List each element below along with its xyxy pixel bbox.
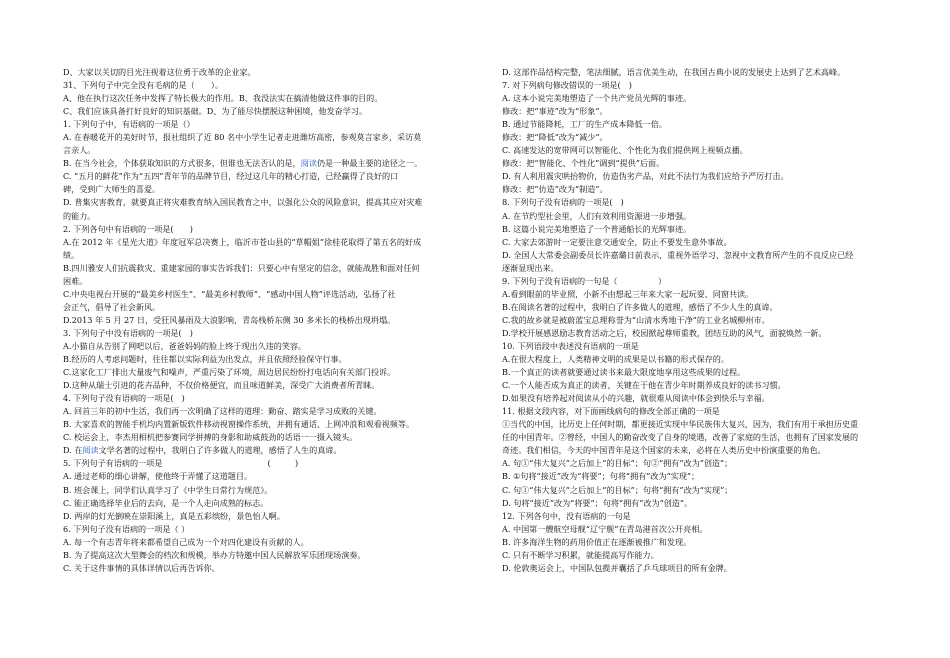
- left-line: 1. 下列句子中，有语病的一项是（）: [63, 119, 195, 130]
- right-line: A. 中国第一艘航空母舰“辽宁舰”在青岛港首次公开亮相。: [502, 523, 708, 534]
- right-line: A.看到眼前的毕业照，小新不由想起三年来大家一起玩耍、同窗共读。: [502, 288, 754, 299]
- right-line: D.学校开展感恩励志教育活动之后，校园掀起尊师重教，团结互助的风气，面貌焕然一新。: [502, 327, 827, 338]
- left-line: C.这家化工厂排出大量废气和噪声，严重污染了环境，周边居民纷纷打电话向有关部门投诉。: [63, 367, 396, 378]
- left-line: B. 为了提高这次大型舞会的档次和规模，举办方特邀中国人民解放军乐团现场演奏。: [63, 549, 366, 560]
- left-line: 碑，受到广大师生的喜爱。: [63, 184, 161, 195]
- right-line: B. 这篇小说完美地塑造了一个普通船长的光辉事迹。: [502, 223, 692, 234]
- left-line: B. 班会课上，同学们认真学习了《中学生日常行为规范》。: [63, 484, 273, 495]
- left-line: C. “五月的鲜花”作为“五四”青年节的品牌节目，经过这几年的精心打造，已经赢得了良好的口: [63, 171, 399, 182]
- right-line: A. 这本小说完美地塑造了一个共产党员光辉的事迹。: [502, 93, 692, 104]
- left-line: C.中央电视台开展的“最美乡村医生”、“最美乡村教师”、“感动中国人物”评选活动，弘扬了社: [63, 288, 396, 299]
- right-line: B.在阅读名著的过程中，我明白了许多做人的道理，感悟了不少人生的真谛。: [502, 301, 778, 312]
- right-line: D. 这部作品结构完整，笔法细腻，语言优美生动，在我国古典小说的发展史上达到了艺术高峰。: [502, 67, 846, 77]
- right-line: 修改：把“事迹”改为“形象”。: [502, 106, 608, 117]
- right-line: A. 句①“伟大复兴”之后加上“的目标”；句②“拥有”改为“创造”；: [502, 458, 733, 469]
- right-line: D. 有人利用震灾哄抬物价，仿造伪劣产品，对此不法行为我们应给予严厉打击。: [502, 171, 789, 182]
- left-line: A. 在春暖花开的美好时节，报社组织了近 80 名中小学生记者走进潍坊高密，参观莫言家乡，采访莫: [63, 132, 422, 143]
- left-line: C. 校运会上，李杰用相机把参赛同学拼搏的身影和助威鼓劲的话语一一摄入镜头。: [63, 432, 358, 443]
- right-column: [502, 66, 900, 575]
- right-line: 修改：把“降低”改为“减少”。: [502, 132, 608, 143]
- left-line: 31、下列句子中完全没有毛病的是（ ）。: [63, 80, 224, 91]
- left-line: D、大家以关切的目光注视着这位勇于改革的企业家。: [63, 67, 256, 77]
- left-line: A、他在执行这次任务中发挥了特长极大的作用。B、我没法实在搞清他做这件事的目的。: [63, 93, 383, 104]
- left-line: 的能力。: [63, 210, 96, 221]
- left-line: B.四川雅安人们抗震救灾、重建家园的事实告诉我们：只要心中有坚定的信念，就能战胜和面对任何: [63, 262, 420, 273]
- right-line: D. 全国人大常委会副委员长许嘉璐日前表示，重视外语学习、忽视中文教育所产生的不良反应已经: [502, 249, 854, 260]
- right-line: B. ①句将“接近”改为“将要”；句将“拥有”改为“实现”；: [502, 471, 700, 482]
- right-line: 12. 下列各句中，没有语病的一句是: [502, 510, 631, 521]
- left-line: C、我们应该具备打好良好的知识基础。D、为了能尽快摆脱这种困境，他发奋学习。: [63, 106, 368, 117]
- right-line: D.如果没有培养起对阅读从小的兴趣，就很难从阅读中体会到快乐与幸福。: [502, 393, 770, 404]
- left-line: D. 在阅读文学名著的过程中，我明白了许多做人的道理，感悟了人生的真谛。: [63, 445, 342, 456]
- right-line: 任的中国青年。②曾经，中国人的勤奋改变了自身的境遇，改善了家庭的生活，也拥有了国家发展的: [502, 432, 859, 443]
- left-line: 会正气，倡导了社会新风。: [63, 301, 161, 312]
- right-line: B. 通过节能降耗，工厂的生产成本降低一倍。: [502, 119, 667, 130]
- right-line: D. 句将“接近”改为“将要”；句将“拥有”改为“创造”。: [502, 497, 693, 508]
- reading-link[interactable]: 阅读: [82, 445, 99, 456]
- left-line: B. 大家喜欢的智能手机均内置新版软件移动视窗操作系统，并拥有通话、上网冲浪和观看视频等。: [63, 419, 415, 430]
- left-line: 3. 下列句子中没有语病的一项是( ): [63, 327, 193, 338]
- right-line: C.我的故乡就是被蔚蓝宝总理称誉为“山清水秀地干净”的工业名城柳州市。: [502, 314, 770, 325]
- right-line: 9. 下列句子没有语病的一句是（ ）: [502, 275, 667, 286]
- right-line: C. 句①“伟大复兴”之后加上“的目标”；句将“拥有”改为“实现”；: [502, 484, 733, 495]
- left-column: [63, 66, 468, 575]
- right-line: A.在很大程度上，人类精神文明的成果是以书籍的形式保存的。: [502, 354, 729, 365]
- left-line: 2. 下列各句中有语病的一项是( ): [63, 223, 193, 234]
- left-line: A. 每一个有志青年将来都希望自己成为一个对四化建设有贡献的人。: [63, 536, 309, 547]
- right-line: B. 许多海洋生物的药用价值正在逐渐被推广和发现。: [502, 536, 692, 547]
- right-line: 7. 对下列病句修改错误的一项是( ): [502, 80, 632, 91]
- right-line: C. 只有不断学习积累，就能提高写作能力。: [502, 549, 659, 560]
- right-line: ①当代的中国，比历史上任何时期，都更接近实现中华民族伟大复兴，因为，我们有用于承担历史重: [502, 419, 859, 430]
- left-line: C. 能正确选择毕业后的去向，是一个人走向成熟的标志。: [63, 497, 269, 508]
- left-line: 困难。: [63, 275, 88, 286]
- right-line: D. 伦敦奥运会上，中国队包揽并囊括了乒乓球项目的所有金牌。: [502, 562, 732, 573]
- left-line: D.这种从瑞士引进的花卉品种，不仅价格便宜，而且味道鲜美，深受广大消费者所青睐。: [63, 380, 380, 391]
- reading-link[interactable]: 阅读: [300, 158, 317, 169]
- left-line: 5. 下列句子有语病的一项是 ( ): [63, 458, 299, 469]
- left-line: 4. 下列句子没有语病的一项是( ): [63, 393, 185, 404]
- left-line: 言亲人。: [63, 145, 96, 156]
- right-line: 修改：把“仿造”改为“制造”。: [502, 184, 608, 195]
- left-line: 绩。: [63, 249, 80, 260]
- left-line: D. 普集灾害教育，就要真正将灾难教育纳入国民教育之中，以强化公众的风险意识，提高其应对灾难: [63, 197, 423, 208]
- right-line: 11. 根据文段内容，对下面画线病句的修改全部正确的一项是: [502, 406, 720, 417]
- right-line: 10. 下列语段中表述没有语病的一项是: [502, 340, 639, 351]
- left-line: A. 回首三年的初中生活，我们再一次明确了这样的道理：勤奋、踏实是学习成败的关键。: [63, 406, 382, 417]
- left-line: A.小猫自从告别了网吧以后，爸爸妈妈的脸上终于现出久违的笑容。: [63, 340, 307, 351]
- left-line: D.2013 年 5 月 27 日，受狂风暴雨及大浪影响，青岛栈桥东侧 30 多米长的栈桥出现坍塌。: [63, 314, 396, 325]
- left-line: C. 关于这件事情的具体详情以后再告诉你。: [63, 562, 220, 573]
- right-line: A. 在节约型社会里，人们有效利用资源进一步增强。: [502, 210, 692, 221]
- left-line: D. 两岸的灯光倒映在崇阳溪上，真是五彩缤纷，景色怡人啊。: [63, 510, 285, 521]
- right-line: 8. 下列句子没有语病的一项是( ): [502, 197, 624, 208]
- left-line: B. 在当今社会，个体获取知识的方式很多，但谁也无法否认的是，阅读仍是一种最主要的途径之一。: [63, 158, 423, 169]
- right-line: B.一个真正的读者就要通过读书来最大限度地享用这些成果的过程。: [502, 367, 746, 378]
- right-line: C. 大家去郊游时一定要注意交通安全，防止不要发生意外事故。: [502, 236, 732, 247]
- right-line: 逐渐显现出来。: [502, 262, 559, 273]
- right-line: 修改：把“智能化、个性化”调到“提供”后面。: [502, 158, 665, 169]
- right-line: C.一个人能否成为真正的读者，关键在于他在青少年时期养成良好的读书习惯。: [502, 380, 786, 391]
- left-line: B.经历的人考虑问题时，往往都以实际利益为出发点，并且依照经验保守行事。: [63, 354, 347, 365]
- right-line: C. 高速发达的宽带网可以智能化、个性化为我们提供网上视频点播。: [502, 145, 748, 156]
- left-line: A. 通过老师的细心讲解，使他终于弄懂了这道题目。: [63, 471, 253, 482]
- right-line: 奇迹。我们相信，今天的中国青年是这个国家的未来，必将在人类历史中扮演重要的角色。: [502, 445, 826, 456]
- left-line: 6. 下列句子没有语病的一项是（ ）: [63, 523, 190, 534]
- left-line: A.在 2012 年《星光大道》年度冠军总决赛上，临沂市苍山县的“草帽姐”徐桂花取得了第五名的好成: [63, 236, 422, 247]
